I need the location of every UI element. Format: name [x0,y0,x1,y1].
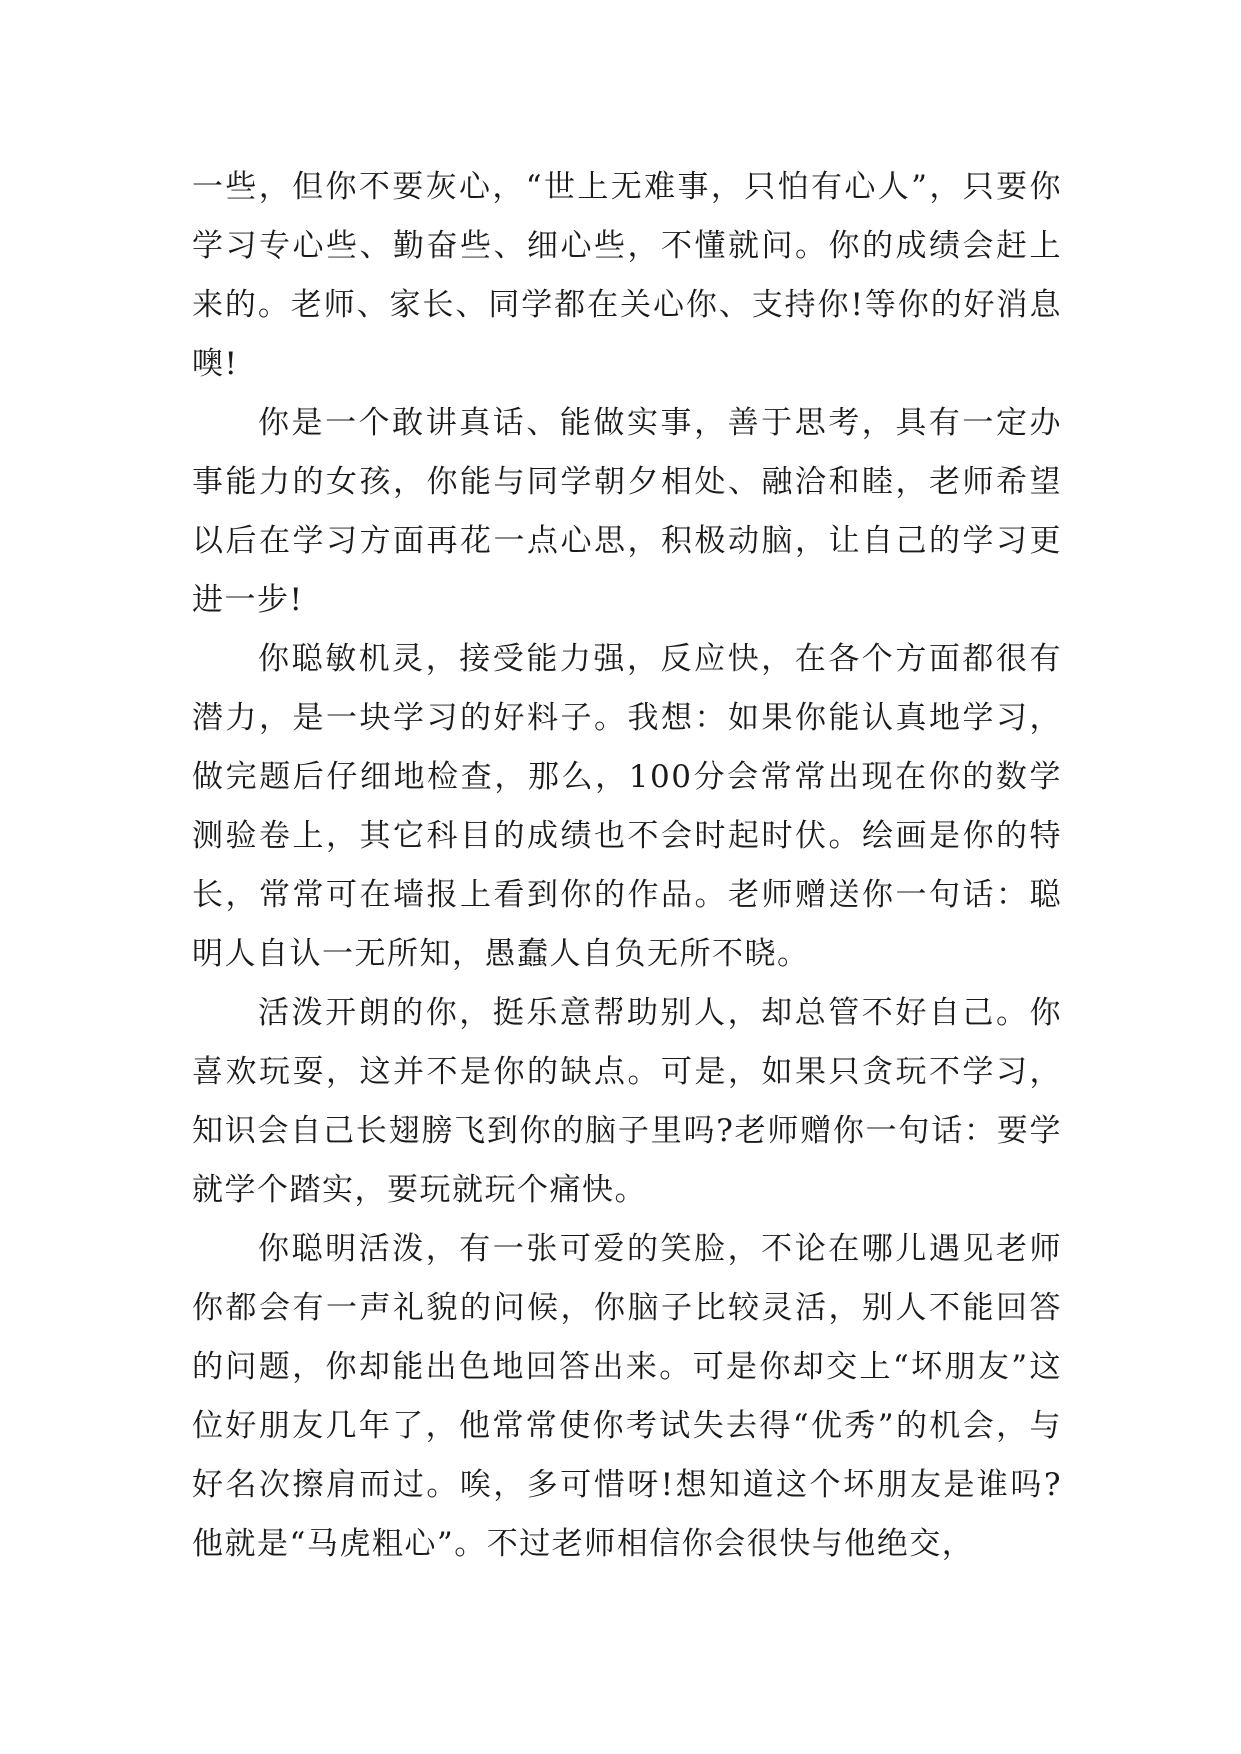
document-body [192,158,1062,1574]
paragraph-comment: 活泼开朗的你，挺乐意帮助别人，却总管不好自己。你喜欢玩耍，这并不是你的缺点。可是，如果只贪玩不学习，知识会自己长翅膀飞到你的脑子里吗?老师赠你一句话：要学就学个踏实，要玩就玩个痛快。 [192,995,1062,1208]
paragraph-comment: 你是一个敢讲真话、能做实事，善于思考，具有一定办事能力的女孩，你能与同学朝夕相处、融洽和睦，老师希望以后在学习方面再花一点心思，积极动脑，让自己的学习更进一步! [192,405,1062,618]
paragraph-comment: 你聪敏机灵，接受能力强，反应快，在各个方面都很有潜力，是一块学习的好料子。我想：如果你能认真地学习，做完题后仔细地检查，那么，100分会常常出现在你的数学测验卷上，其它科目的成绩也不会时起时伏。绘画是你的特长，常常可在墙报上看到你的作品。老师赠送你一句话：聪明人自认一无所知，愚蠢人自负无所不晓。 [192,641,1062,972]
paragraph-comment: 你聪明活泼，有一张可爱的笑脸，不论在哪儿遇见老师你都会有一声礼貌的问候，你脑子比较灵活，别人不能回答的问题，你却能出色地回答出来。可是你却交上“坏朋友”这位好朋友几年了，他常常使你考试失去得“优秀”的机会，与好名次擦肩而过。唉，多可惜呀!想知道这个坏朋友是谁吗?他就是“马虎粗心”。不过老师相信你会很快与他绝交， [192,1231,1062,1562]
paragraph-continuation: 一些，但你不要灰心，“世上无难事，只怕有心人”，只要你学习专心些、勤奋些、细心些，不懂就问。你的成绩会赶上来的。老师、家长、同学都在关心你、支持你!等你的好消息噢! [192,169,1062,382]
